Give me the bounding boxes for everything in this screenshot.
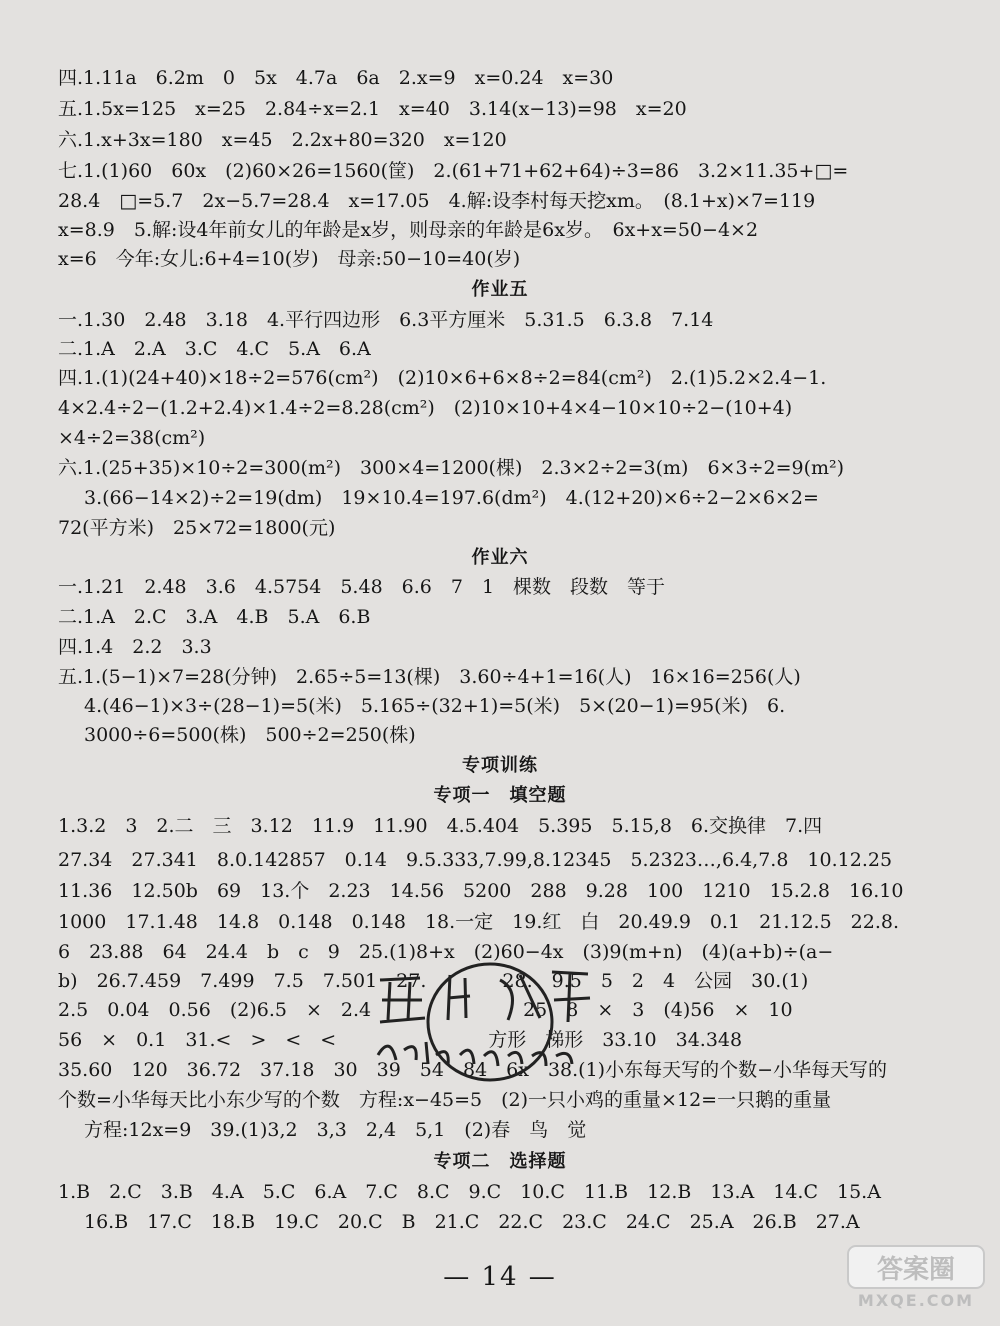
answer-line: 六.1.(25+35)×10÷2=300(m²) 300×4=1200(棵) 2.3×2÷2=3(m) 6×3÷2=9(m²) <box>58 457 845 479</box>
answer-line: 3.(66−14×2)÷2=19(dm) 19×10.4=197.6(dm²) 4.(12+20)×6÷2−2×6×2= <box>84 487 819 509</box>
answer-line: x=8.9 5.解:设4年前女儿的年龄是x岁，则母亲的年龄是6x岁。 6x+x=50−4×2 <box>58 219 759 241</box>
page-number: — 14 — <box>443 1262 557 1292</box>
answer-line: 16.B 17.C 18.B 19.C 20.C B 21.C 22.C 23.C 24.C 25.A 26.B 27.A <box>84 1211 860 1233</box>
answer-line: 四.1.(1)(24+40)×18÷2=576(cm²) (2)10×6+6×8÷2=84(cm²) 2.(1)5.2×2.4−1. <box>58 367 827 389</box>
answer-line: 一.1.21 2.48 3.6 4.5754 5.48 6.6 7 1 棵数 段数 等于 <box>58 576 666 598</box>
answer-line: 11.36 12.50b 69 13.个 2.23 14.56 5200 288 9.28 100 1210 15.2.8 16.10 <box>58 880 904 902</box>
answer-line: 七.1.(1)60 60x (2)60×26=1560(筐) 2.(61+71+62+64)÷3=86 3.2×11.35+□= <box>58 160 849 182</box>
corner-logo <box>846 1242 986 1312</box>
answer-line: 3000÷6=500(株) 500÷2=250(株) <box>84 724 416 746</box>
answer-line: x=6 今年:女儿:6+4=10(岁) 母亲:50−10=40(岁) <box>58 248 521 270</box>
section-heading: 作业六 <box>471 547 529 568</box>
answer-line: 1.B 2.C 3.B 4.A 5.C 6.A 7.C 8.C 9.C 10.C 11.B 12.B 13.A 14.C 15.A <box>58 1181 881 1203</box>
answer-line: 1.3.2 3 2.二 三 3.12 11.9 11.90 4.5.404 5.395 5.15,8 6.交换律 7.四 <box>58 815 823 837</box>
section-heading: 专项训练 <box>462 755 538 776</box>
answer-line: 方程:12x=9 39.(1)3,2 3,3 2,4 5,1 (2)春 鸟 觉 <box>84 1119 587 1141</box>
section-heading: 作业五 <box>471 279 529 300</box>
answer-line: 四.1.11a 6.2m 0 5x 4.7a 6a 2.x=9 x=0.24 x=30 <box>58 67 614 89</box>
answer-line: 六.1.x+3x=180 x=45 2.2x+80=320 x=120 <box>58 129 507 151</box>
answer-line: 五.1.5x=125 x=25 2.84÷x=2.1 x=40 3.14(x−13)=98 x=20 <box>58 98 687 120</box>
subsection-heading: 专项一 填空题 <box>433 785 567 806</box>
svg-text:答案圈: 答案圈 <box>876 1255 956 1285</box>
answer-line: 72(平方米) 25×72=1800(元) <box>58 517 336 539</box>
answer-line: 56 × 0.1 31.< > < < 方形 梯形 33.10 34.348 <box>58 1029 743 1051</box>
answer-line: 四.1.4 2.2 3.3 <box>58 636 212 658</box>
answer-line: b) 26.7.459 7.499 7.5 7.501 27. 28. 9.5 5 2 4 公园 30.(1) <box>58 970 809 992</box>
answer-line: 6 23.88 64 24.4 b c 9 25.(1)8+x (2)60−4x (3)9(m+n) (4)(a+b)÷(a− <box>58 941 834 963</box>
answer-line: 二.1.A 2.A 3.C 4.C 5.A 6.A <box>58 338 371 360</box>
answer-line: 28.4 □=5.7 2x−5.7=28.4 x=17.05 4.解:设李村每天挖xm。 (8.1+x)×7=119 <box>58 190 816 212</box>
answer-line: ×4÷2=38(cm²) <box>58 427 206 449</box>
answer-line: 个数=小华每天比小东少写的个数 方程:x−45=5 (2)一只小鸡的重量×12=一只鹅的重量 <box>58 1089 832 1111</box>
subsection-heading: 专项二 选择题 <box>433 1151 567 1172</box>
svg-text:MXQE.COM: MXQE.COM <box>857 1291 975 1310</box>
answer-line: 4×2.4÷2−(1.2+2.4)×1.4÷2=8.28(cm²) (2)10×10+4×4−10×10÷2−(10+4) <box>58 397 793 419</box>
mxqe-logo-icon <box>846 1242 986 1312</box>
answer-line: 一.1.30 2.48 3.18 4.平行四边形 6.3平方厘米 5.31.5 6.3.8 7.14 <box>58 309 714 331</box>
answer-line: 27.34 27.341 8.0.142857 0.14 9.5.333,7.99,8.12345 5.2323…,6.4,7.8 10.12.25 <box>58 849 893 871</box>
answer-line: 35.60 120 36.72 37.18 30 39 54 84 6x 38.(1)小东每天写的个数−小华每天写的 <box>58 1059 888 1081</box>
answer-line: 二.1.A 2.C 3.A 4.B 5.A 6.B <box>58 606 371 628</box>
answer-line: 1000 17.1.48 14.8 0.148 0.148 18.一定 19.红 白 20.49.9 0.1 21.12.5 22.8. <box>58 911 900 933</box>
answer-line: 4.(46−1)×3÷(28−1)=5(米) 5.165÷(32+1)=5(米) 5×(20−1)=95(米) 6. <box>84 695 786 717</box>
answer-line: 五.1.(5−1)×7=28(分钟) 2.65÷5=13(棵) 3.60÷4+1=16(人) 16×16=256(人) <box>58 666 801 688</box>
answer-line: 2.5 0.04 0.56 (2)6.5 × 2.4 25 8 × 3 (4)56 × 10 <box>58 999 793 1021</box>
